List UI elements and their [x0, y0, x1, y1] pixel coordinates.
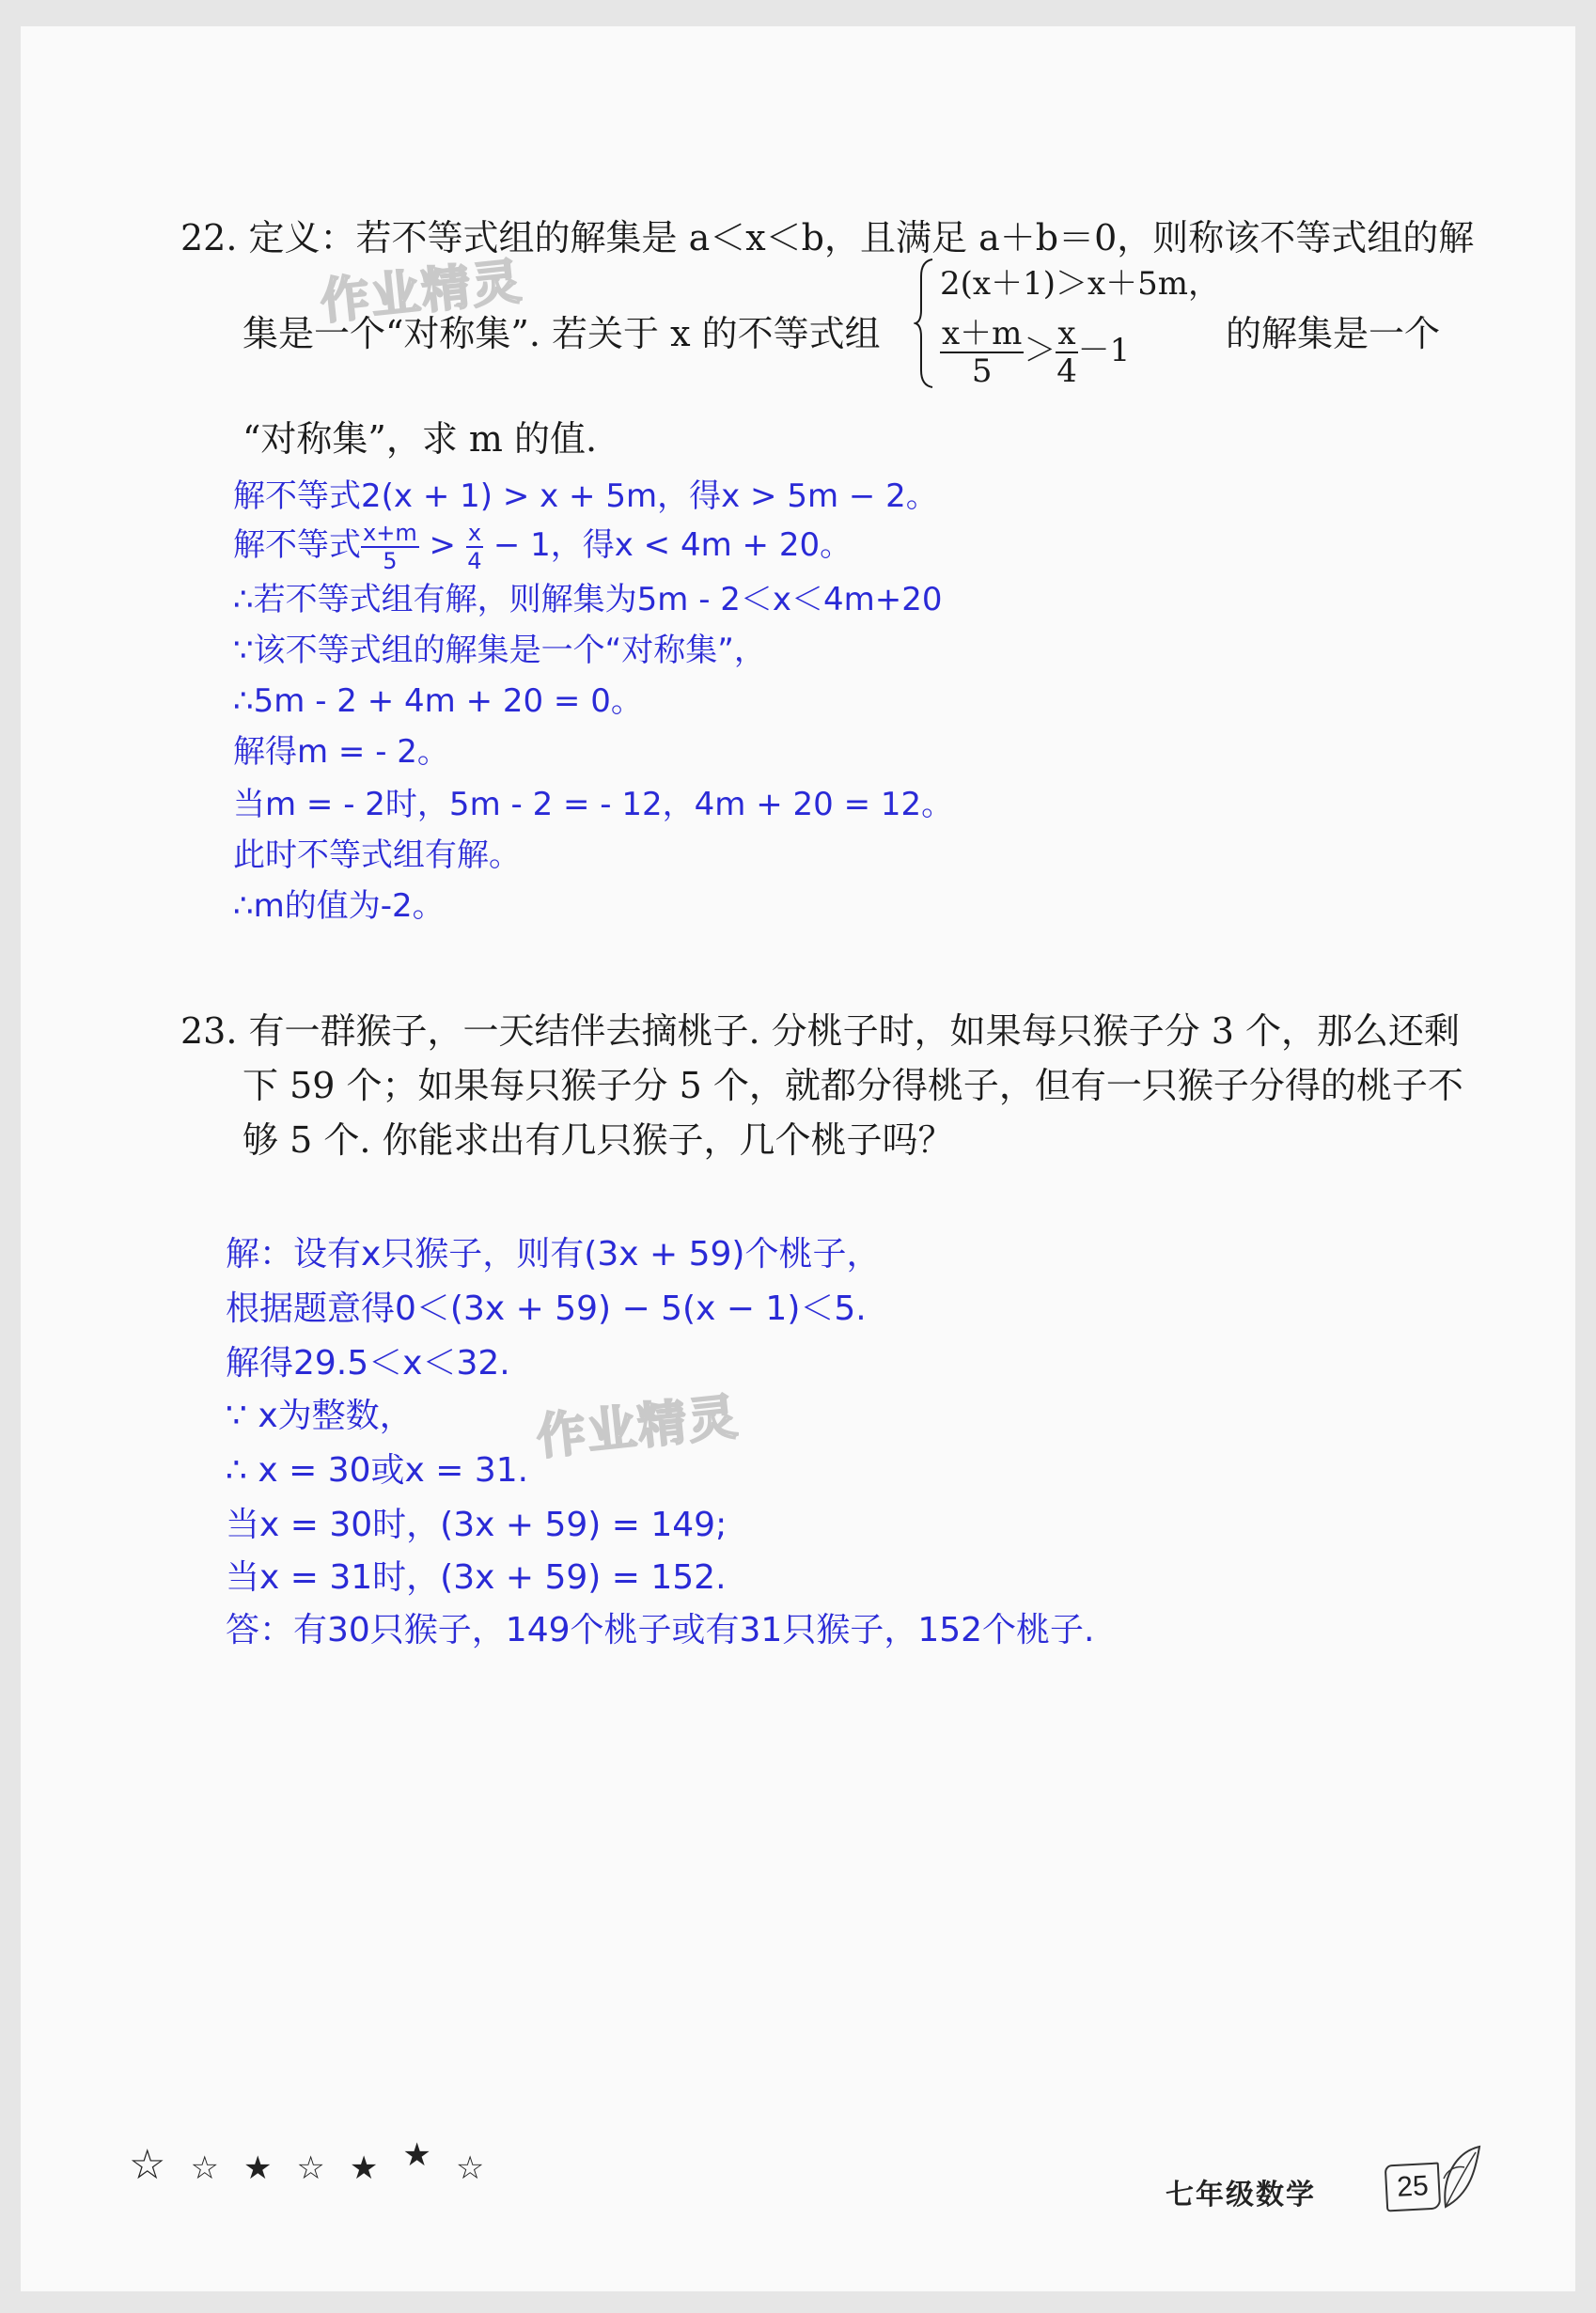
brace-icon	[914, 258, 934, 389]
text: 解不等式	[233, 526, 361, 564]
star-icon: ★	[349, 2149, 379, 2187]
minus-one: －1	[1077, 332, 1131, 369]
star-icon: ☆	[296, 2149, 325, 2187]
star-rating-decoration	[129, 2136, 509, 2189]
a23-line2: 根据题意得0＜(3x + 59) − 5(x − 1)＜5.	[226, 1289, 867, 1328]
fraction	[361, 519, 419, 574]
q22-line2-before: 集是一个“对称集”. 若关于 x 的不等式组	[243, 313, 881, 354]
numerator: x+m	[363, 519, 417, 546]
a23-line4: ∵ x为整数，	[226, 1397, 414, 1435]
text: − 1，得x < 4m + 20。	[483, 526, 853, 564]
a22-line9: ∴m的值为-2。	[233, 887, 445, 925]
star-icon: ☆	[129, 2141, 166, 2189]
a22-line4: ∵该不等式组的解集是一个“对称集”，	[233, 632, 766, 669]
q22-line3: “对称集”，求 m 的值.	[243, 418, 598, 460]
q22-system-row1: 2(x＋1)＞x＋5m，	[940, 265, 1221, 303]
a23-line5: ∴ x = 30或x = 31.	[226, 1451, 529, 1490]
fraction	[940, 315, 1024, 390]
footer-title: 七年级数学	[1166, 2179, 1316, 2211]
page-number: 25	[1385, 2163, 1442, 2212]
a22-line2	[233, 519, 852, 572]
denominator: 5	[383, 547, 398, 574]
q23-line1: 23. 有一群猴子，一天结伴去摘桃子. 分桃子时，如果每只猴子分 3 个，那么还剩	[180, 1010, 1461, 1052]
a23-line7: 当x = 31时，(3x + 59) = 152.	[226, 1558, 727, 1597]
denominator: 4	[1056, 352, 1077, 390]
fraction	[1056, 315, 1077, 390]
watermark: 作业精灵	[318, 253, 526, 332]
watermark: 作业精灵	[534, 1388, 743, 1467]
q23-line2: 下 59 个；如果每只猴子分 5 个，就都分得桃子，但有一只猴子分得的桃子不	[243, 1065, 1463, 1106]
q22-line1: 22. 定义：若不等式组的解集是 a＜x＜b，且满足 a＋b＝0，则称该不等式组的解	[180, 217, 1475, 258]
q22-line2-after: 的解集是一个	[1226, 313, 1441, 354]
a22-line1: 解不等式2(x + 1) > x + 5m，得x > 5m − 2。	[233, 477, 938, 515]
a22-line8: 此时不等式组有解。	[233, 836, 521, 874]
page	[21, 26, 1575, 2291]
star-icon: ★	[402, 2136, 431, 2174]
a23-line8: 答：有30只猴子，149个桃子或有31只猴子，152个桃子.	[226, 1611, 1095, 1649]
a22-line3: ∴若不等式组有解，则解集为5m - 2＜x＜4m+20	[233, 581, 943, 618]
denominator: 4	[467, 547, 482, 574]
star-icon: ☆	[190, 2149, 219, 2187]
a22-line7: 当m = - 2时，5m - 2 = - 12，4m + 20 = 12。	[233, 786, 954, 823]
denominator: 5	[971, 352, 993, 390]
greater-than: ＞	[1024, 332, 1056, 369]
numerator: x	[467, 519, 482, 546]
a23-line6: 当x = 30时，(3x + 59) = 149;	[226, 1506, 728, 1544]
star-icon: ★	[243, 2149, 273, 2187]
a23-line1: 解：设有x只猴子，则有(3x + 59)个桃子，	[226, 1235, 881, 1274]
fraction	[466, 519, 483, 574]
greater-than: >	[418, 526, 466, 564]
leaf-icon	[1438, 2141, 1485, 2216]
a22-line5: ∴5m - 2 + 4m + 20 = 0。	[233, 682, 643, 720]
q22-system-row2	[940, 315, 1131, 390]
numerator: x＋m	[942, 315, 1023, 352]
q23-line3: 够 5 个. 你能求出有几只猴子，几个桃子吗？	[243, 1119, 954, 1161]
star-icon: ☆	[455, 2149, 485, 2187]
a22-line6: 解得m = - 2。	[233, 733, 449, 771]
numerator: x	[1057, 315, 1076, 352]
a23-line3: 解得29.5＜x＜32.	[226, 1344, 510, 1383]
